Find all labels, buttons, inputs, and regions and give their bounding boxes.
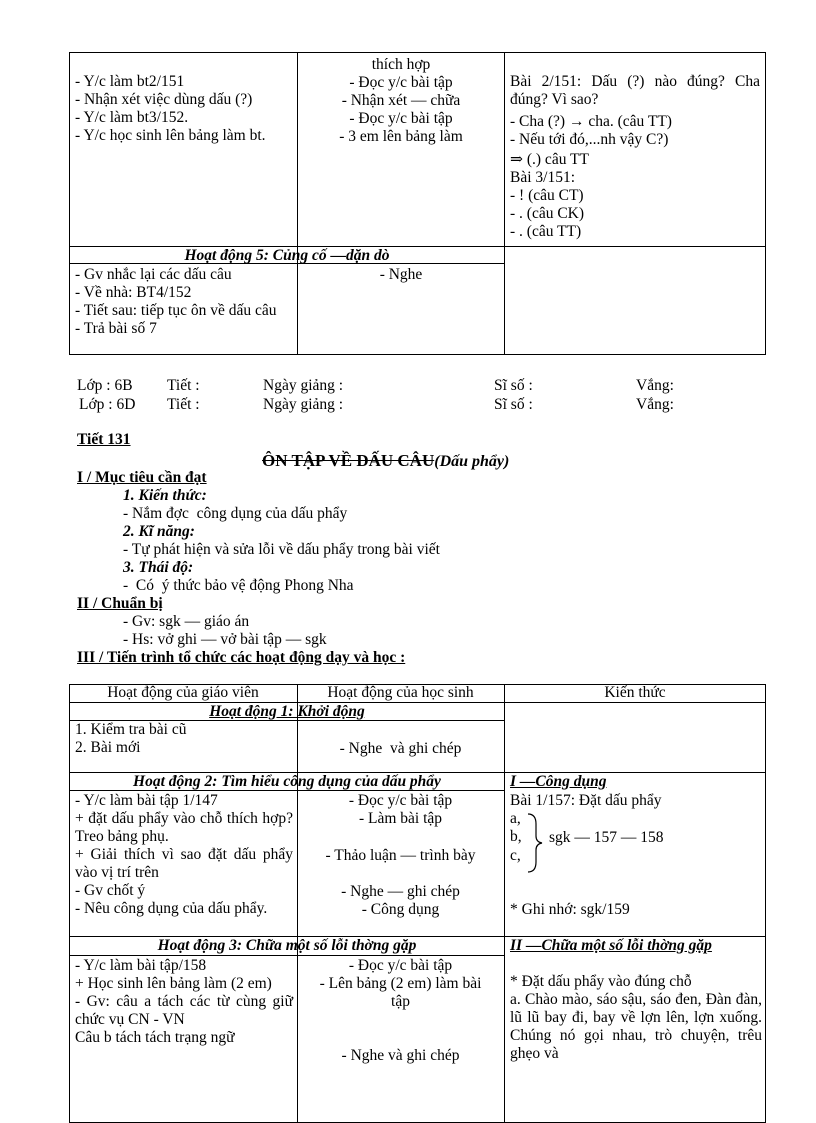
a3-knowledge-line: * Đặt dấu phẩy vào đúng chỗ [510,973,692,990]
a3-student-line: - Nghe và ghi chép [341,1047,460,1064]
t1-knowledge-line: - . (câu TT) [510,223,582,240]
a2-teacher-line: - Y/c làm bài tập 1/147 [75,792,218,809]
period-number: Tiết 131 [77,431,131,448]
a5-teacher-line: - Gv nhắc lại các dấu câu [75,266,232,283]
prep-teacher: - Gv: sgk — giáo án [123,613,250,630]
period-label: Tiết : [167,377,200,394]
a2-student-line: - Thảo luận — trình bày [325,847,476,864]
t1-knowledge-line: Bài 3/151: [510,169,576,186]
skill-text: - Tự phát hiện và sửa lỗi về dấu phẩy trong bài viết [123,541,440,558]
t1-knowledge-line: - Nếu tới đó,...nh vậy C?) [510,131,669,148]
lesson-title-text: ÔN TẬP VỀ DẤU CÂU [262,451,435,470]
table2-col-divider-2 [504,684,505,1123]
a2-knowledge-line: Bài 1/157: Đặt dấu phẩy [510,792,662,809]
table1-knowledge-cell [510,73,760,241]
activity1-student: - Nghe và ghi chép [339,740,462,757]
absent-label: Vắng: [636,377,674,394]
activity2-teacher-cell [75,792,293,918]
attitude-text: - Có ý thức bảo vệ động Phong Nha [123,577,354,594]
activity3-teacher-cell [75,957,293,1047]
activity1-teacher-cell [75,721,293,757]
a3-teacher-line: - Y/c làm bài tập/158 [75,957,207,974]
t1-student-line: - Nhận xét — chữa [341,92,461,109]
a2-knowledge-ref: sgk — 157 — 158 [549,829,664,846]
activity3-title: Hoạt động 3: Chữa một số lỗi thờng gặp [157,937,417,954]
lesson-title [262,452,509,471]
t1-knowledge-line: ⇒ (.) câu TT [510,151,589,168]
count-label: Sĩ số : [494,396,533,413]
a3-knowledge-title: II —Chữa một số lỗi thờng gặp [510,937,712,954]
t1-student-line: - 3 em lên bảng làm [339,128,463,145]
table1-student-cell [300,56,502,146]
table1-col-divider-1 [297,52,298,355]
header-knowledge: Kiến thức [604,684,666,701]
table1-teacher-cell [75,73,293,145]
header-student: Hoạt động của học sinh [327,684,474,701]
prep-student: - Hs: vở ghi — vở bài tập — sgk [123,631,327,648]
a2-teacher-line: - Nêu công dụng của dấu phẩy. [75,900,268,917]
class-label: Lớp : 6B [77,377,133,394]
knowledge-text: - Nắm đợc công dụng của dấu phẩy [123,505,348,522]
a3-teacher-line: - Gv: câu a tách các từ cùng giữ chức vụ CN - VN [75,993,293,1028]
table1-col-divider-2 [504,52,505,355]
a2-knowledge-title: I —Công dụng [510,773,607,790]
date-label: Ngày giảng : [263,396,344,413]
t1-teacher-line: - Y/c làm bt2/151 [75,73,185,90]
section-procedure: III / Tiến trình tổ chức các hoạt động dạy và học : [77,649,406,666]
activity5-teacher-cell [75,266,293,338]
a5-student-line: - Nghe [379,266,423,283]
date-label: Ngày giảng : [263,377,344,394]
a1-teacher-line: 1. Kiểm tra bài cũ [75,721,187,738]
t1-knowledge-line: - Cha (?) → cha. (câu TT) [510,113,672,130]
a3-knowledge-cell [510,973,762,1063]
a2-student-line: - Làm bài tập [358,810,443,827]
a2-knowledge-note: * Ghi nhớ: sgk/159 [510,901,630,918]
curly-brace-icon [524,812,546,874]
activity5-title: Hoạt động 5: Củng cố —dặn dò [184,247,390,264]
a2-teacher-line: + đặt dấu phẩy vào chỗ thích hợp? Treo bảng phụ. [75,810,293,845]
a2-knowledge-line: a, [510,810,521,827]
t1-knowledge-line: - ! (câu CT) [510,187,584,204]
activity2-title: Hoạt động 2: Tìm hiểu công dụng của dấu phẩy [133,773,441,790]
lesson-subtitle: (Dấu phẩy) [434,453,510,470]
a5-teacher-line: - Trả bài số 7 [75,320,157,337]
a2-teacher-line: + Giải thích vì sao đặt dấu phẩy vào vị trí trên [75,846,293,881]
t1-teacher-line: - Nhận xét việc dùng dấu (?) [75,91,253,108]
t1-student-line: thích hợp [371,56,431,73]
class-label: Lớp : 6D [79,396,136,413]
skill-heading: 2. Kĩ năng: [123,523,195,540]
section-objectives: I / Mục tiêu cần đạt [77,469,207,486]
t1-student-line: - Đọc y/c bài tập [349,74,453,91]
period-label: Tiết : [167,396,200,413]
a2-knowledge-line: b, [510,828,522,845]
a2-student-line: - Nghe — ghi chép [341,883,460,900]
a3-teacher-line: Câu b tách tách trạng ngữ [75,1029,235,1046]
activity5-student-cell [300,266,502,284]
header-teacher: Hoạt động của giáo viên [107,684,259,701]
table2-a3-title-line [69,955,505,956]
t1-knowledge-line: Bài 2/151: Dấu (?) nào đúng? Cha đúng? Vì sao? [510,73,760,108]
a3-teacher-line: + Học sinh lên bảng làm (2 em) [75,975,272,992]
a3-student-line: - Đọc y/c bài tập [348,957,453,974]
absent-label: Vắng: [636,396,674,413]
a1-teacher-line: 2. Bài mới [75,739,141,756]
a3-student-line: - Lên bảng (2 em) làm bài tập [319,975,482,1010]
t1-knowledge-line: - . (câu CK) [510,205,585,222]
activity1-title: Hoạt động 1: Khởi động [209,703,365,720]
t1-student-line: - Đọc y/c bài tập [349,110,453,127]
knowledge-heading: 1. Kiến thức: [123,487,207,504]
t1-teacher-line: - Y/c học sinh lên bảng làm bt. [75,127,266,144]
count-label: Sĩ số : [494,377,533,394]
a2-teacher-line: - Gv chốt ý [75,882,146,899]
t1-teacher-line: - Y/c làm bt3/152. [75,109,189,126]
a3-knowledge-line: a. Chào mào, sáo sậu, sáo đen, Đàn đàn, lũ lũ bay đi, bay về lợn lên, lợn xuống. Chúng nó gọi nhau, trò chuyện, trêu ghẹo và [510,991,762,1062]
section-preparation: II / Chuẩn bị [77,595,163,612]
attitude-heading: 3. Thái độ: [123,559,194,576]
a2-knowledge-line: c, [510,847,521,864]
a2-student-line: - Công dụng [361,901,440,918]
a2-student-line: - Đọc y/c bài tập [348,792,453,809]
a5-teacher-line: - Về nhà: BT4/152 [75,284,192,301]
a5-teacher-line: - Tiết sau: tiếp tục ôn về dấu câu [75,302,277,319]
